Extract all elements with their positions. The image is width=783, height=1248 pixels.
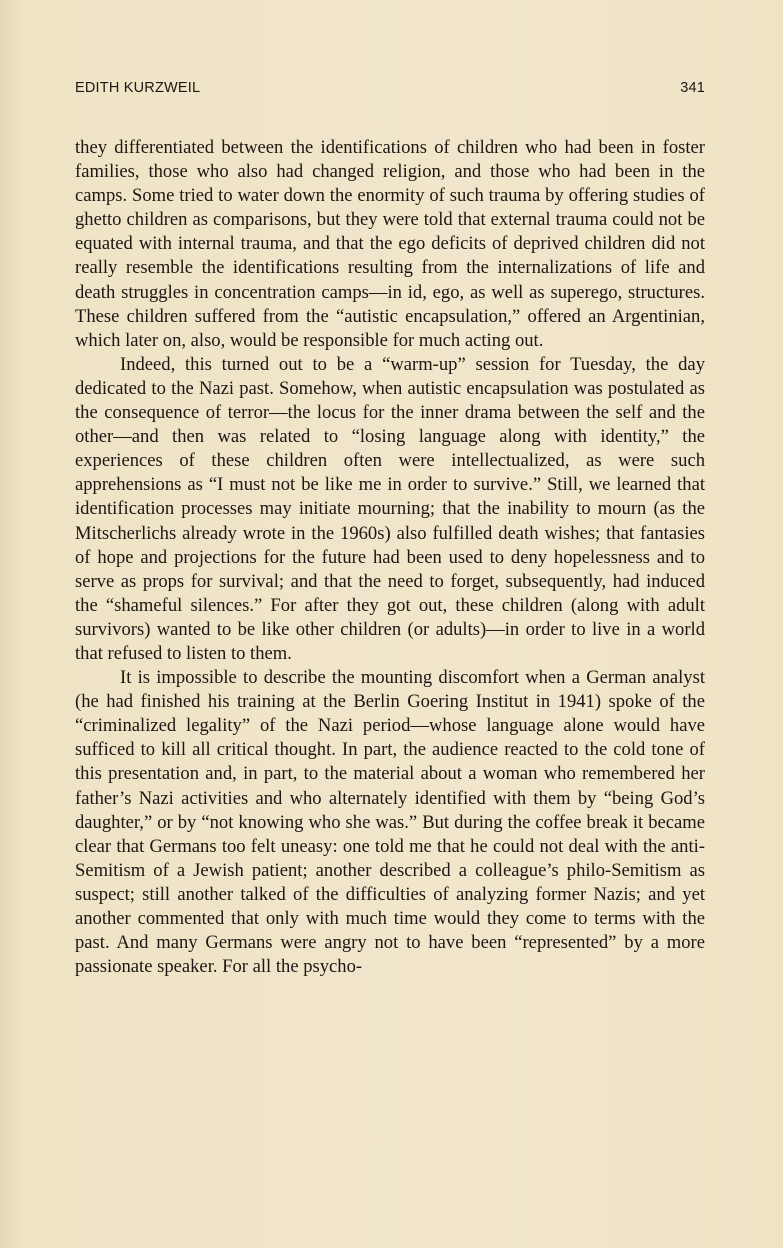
- paragraph-continued: they differentiated between the identifications of children who had been in foster families, those who also had changed religion, and those who had been in the camps. Some tried to water down the enormity of such trauma by offering studies of ghetto children as comparisons, but they were told that external trauma could not be equated with internal trauma, and that the ego deficits of deprived children did not really resemble the identifications resulting from the internalizations of life and death struggles in concentration camps—in id, ego, as well as superego, structures. These children suffered from the “autistic encapsulation,” offered an Argentinian, which later on, also, would be responsible for much acting out.: [75, 137, 705, 351]
- page-number: 341: [680, 80, 705, 96]
- running-head: [75, 80, 705, 104]
- paragraph-warm-up-session: Indeed, this turned out to be a “warm-up” session for Tuesday, the day dedicated to the Nazi past. Somehow, when autistic encapsulation was postulated as the consequence of terror—the locus for the inner drama between the self and the other—and then was related to “losing language along with identity,” the experiences of these children often were intellectualized, as were such apprehensions as “I must not be like me in order to survive.” Still, we learned that identification processes may initiate mourning; that the inability to mourn (as the Mitscherlichs already wrote in the 1960s) also fulfilled death wishes; that fantasies of hope and projections for the future had been used to deny hopelessness and to serve as props for survival; and that the need to forget, subsequently, had induced the “shameful silences.” For after they got out, these children (along with adult survivors) wanted to be like other children (or adults)—in order to live in a world that refused to listen to them.: [75, 353, 705, 664]
- body-text: [75, 136, 705, 979]
- paragraph-german-analyst: It is impossible to describe the mounting discomfort when a German analyst (he had finished his training at the Berlin Goering Institut in 1941) spoke of the “criminalized legality” of the Nazi period—whose language alone would have sufficed to kill all critical thought. In part, the audience reacted to the cold tone of this presentation and, in part, to the material about a woman who remembered her father’s Nazi activities and who alternately identified with them by “being God’s daughter,” or by “not knowing who she was.” But during the coffee break it became clear that Germans too felt uneasy: one told me that he could not deal with the anti-Semitism of a Jewish patient; another described a colleague’s philo-Semitism as suspect; still another talked of the difficulties of analyzing former Nazis; and yet another commented that only with much time would they come to terms with the past. And many Germans were angry not to have been “represented” by a more passionate speaker. For all the psycho-: [75, 667, 705, 978]
- running-head-author: EDITH KURZWEIL: [75, 80, 201, 96]
